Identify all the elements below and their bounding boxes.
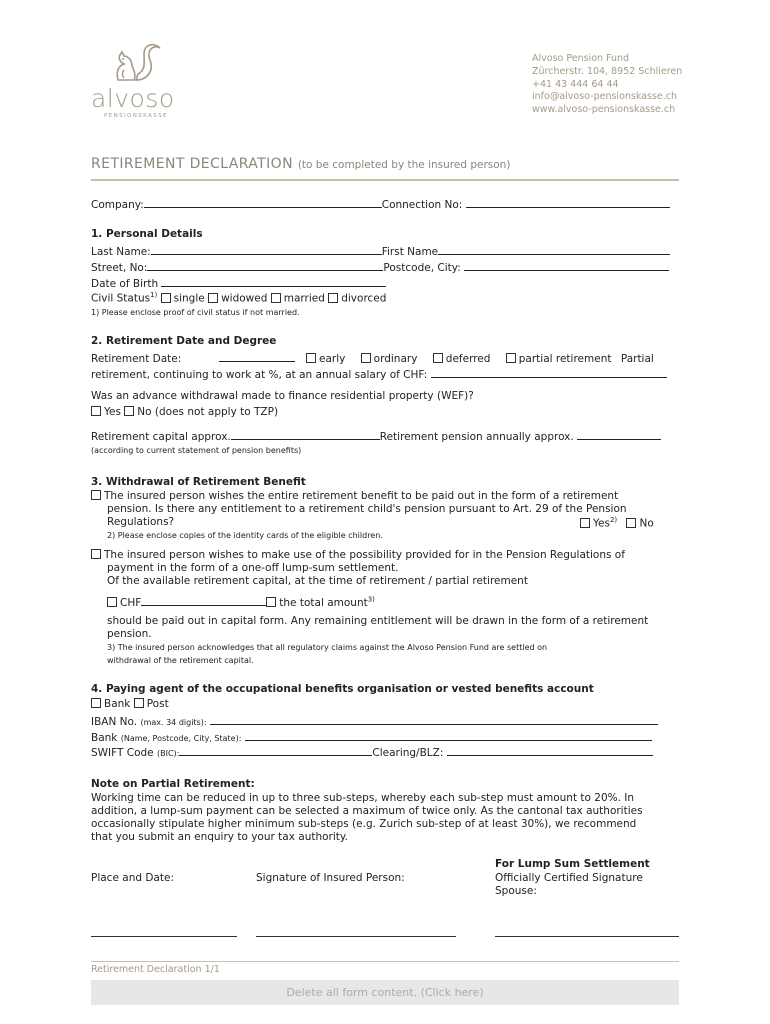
bank-post-row	[91, 698, 169, 710]
child-pension-note: 2) Please enclose copies of the identity cards of the eligible children.	[107, 531, 383, 540]
footer-divider	[91, 961, 679, 962]
lump-sum-option-text-2: payment in the form of a one-off lump-sum settlement.	[107, 562, 399, 574]
spouse-signature-label: Officially Certified Signature	[495, 872, 643, 884]
lump-sum-heading: For Lump Sum Settlement	[495, 858, 650, 870]
partial-retirement-text: retirement, continuing to work at %, at an annual salary of CHF:	[91, 369, 428, 381]
capital-row	[91, 429, 661, 443]
dob-row	[91, 276, 386, 290]
delete-form-button[interactable]: Delete all form content. (Click here)	[91, 980, 679, 1005]
pension-option-text-3: Regulations?	[107, 516, 175, 528]
bank-checkbox[interactable]	[91, 698, 101, 708]
pension-option-checkbox[interactable]	[91, 490, 101, 500]
dob-label: Date of Birth	[91, 278, 159, 290]
footnote-ref: 2)	[609, 516, 618, 524]
place-date-label: Place and Date:	[91, 872, 174, 884]
retirement-date-label: Retirement Date:	[91, 353, 182, 365]
swift-field[interactable]	[179, 745, 372, 756]
note-text-2: addition, a lump-sum payment can be selected a maximum of twice only. As the cantonal tax authorities	[91, 805, 643, 817]
divorced-checkbox[interactable]	[328, 293, 338, 303]
pension-option-row	[91, 490, 618, 502]
section-3-heading: 3. Withdrawal of Retirement Benefit	[91, 476, 306, 488]
pension-label: Retirement pension annually approx.	[379, 431, 574, 443]
single-label: single	[173, 292, 205, 305]
clearing-label: Clearing/BLZ:	[372, 747, 444, 759]
iban-field[interactable]	[210, 714, 658, 725]
partial-tail: Partial	[620, 353, 654, 365]
note-heading: Note on Partial Retirement:	[91, 778, 255, 790]
single-checkbox[interactable]	[161, 293, 171, 303]
company-field[interactable]	[144, 197, 382, 208]
wef-question: Was an advance withdrawal made to finance residential property (WEF)?	[91, 390, 474, 402]
bank-row	[91, 730, 652, 744]
deferred-checkbox[interactable]	[433, 353, 443, 363]
total-amount-checkbox[interactable]	[266, 597, 276, 607]
capital-label: Retirement capital approx.	[91, 431, 231, 443]
contact-line: +41 43 444 64 44	[532, 78, 619, 90]
married-checkbox[interactable]	[271, 293, 281, 303]
footnote-ref: 1)	[150, 291, 158, 299]
ordinary-checkbox[interactable]	[361, 353, 371, 363]
address-row	[91, 260, 669, 274]
first-name-label: First Name	[381, 246, 439, 258]
iban-hint: (max. 34 digits):	[140, 718, 207, 727]
last-name-field[interactable]	[151, 244, 382, 255]
wef-yes-checkbox[interactable]	[91, 406, 101, 416]
according-note: (according to current statement of pension benefits)	[91, 446, 302, 455]
total-amount-label: the total amount	[279, 597, 368, 609]
swift-row	[91, 745, 653, 759]
dob-field[interactable]	[161, 276, 386, 287]
clearing-field[interactable]	[447, 745, 653, 756]
first-name-field[interactable]	[438, 244, 670, 255]
section-4-heading: 4. Paying agent of the occupational benefits organisation or vested benefits account	[91, 683, 594, 695]
swift-hint: (BIC):	[156, 749, 180, 758]
deferred-label: deferred	[445, 353, 491, 365]
bank-option-label: Bank	[104, 698, 131, 710]
civil-status-note: 1) Please enclose proof of civil status if not married.	[91, 308, 300, 317]
contact-website[interactable]: www.alvoso-pensionskasse.ch	[532, 104, 676, 116]
partial-retirement-row	[91, 367, 667, 381]
postcode-field[interactable]	[464, 260, 669, 271]
child-pension-options	[580, 516, 654, 530]
child-pension-no-label: No	[639, 517, 654, 530]
spouse-label: Spouse:	[495, 885, 537, 897]
bank-label: Bank	[91, 732, 118, 744]
swift-label: SWIFT Code	[91, 747, 154, 759]
page-title	[91, 156, 510, 172]
title-subtitle: (to be completed by the insured person)	[297, 159, 511, 171]
early-label: early	[318, 353, 346, 365]
title-main: RETIREMENT DECLARATION	[91, 156, 293, 172]
regulatory-note: 3) The insured person acknowledges that all regulatory claims against the Alvoso Pension Fund are settled on	[107, 643, 548, 652]
capital-amount-row	[107, 595, 375, 609]
pension-option-text: The insured person wishes the entire retirement benefit to be paid out in the form of a retirement	[104, 490, 619, 502]
note-text-1: Working time can be reduced in up to three sub-steps, whereby each sub-step must amount to 20%. In	[91, 792, 635, 804]
widowed-checkbox[interactable]	[208, 293, 218, 303]
chf-label: CHF	[120, 597, 142, 609]
partial-retirement-checkbox[interactable]	[506, 353, 516, 363]
brand-wordmark: alvoso	[91, 84, 175, 113]
bank-hint: (Name, Postcode, City, State):	[120, 734, 242, 743]
contact-email[interactable]: info@alvoso-pensionskasse.ch	[532, 91, 678, 103]
iban-row	[91, 714, 658, 728]
section-2-heading: 2. Retirement Date and Degree	[91, 335, 277, 347]
postcode-label: Postcode, City:	[383, 262, 461, 274]
post-option-label: Post	[146, 698, 169, 710]
page-number: Retirement Declaration 1/1	[91, 964, 220, 975]
divorced-label: divorced	[341, 292, 387, 305]
ordinary-label: ordinary	[373, 353, 418, 365]
capital-paid-text-2: pension.	[107, 628, 152, 640]
capital-field[interactable]	[231, 429, 380, 440]
regulatory-note-2: withdrawal of the retirement capital.	[107, 656, 254, 665]
child-pension-no-checkbox[interactable]	[626, 518, 636, 528]
chf-checkbox[interactable]	[107, 597, 117, 607]
pension-option-text-2: pension. Is there any entitlement to a retirement child's pension pursuant to Art. 29 of the Pension	[107, 503, 627, 515]
early-checkbox[interactable]	[306, 353, 316, 363]
contact-line: Alvoso Pension Fund	[532, 53, 630, 64]
wef-no-label: No (does not apply to TZP)	[137, 406, 279, 418]
wef-yes-label: Yes	[104, 406, 121, 418]
spouse-signature-field[interactable]	[495, 935, 679, 937]
place-date-field[interactable]	[91, 935, 237, 937]
section-1-heading: 1. Personal Details	[91, 228, 203, 240]
note-text-4: that you submit an enquiry to your tax authority.	[91, 831, 348, 843]
lump-sum-option-text: The insured person wishes to make use of the possibility provided for in the Pension Regulations of	[104, 549, 625, 561]
civil-status-label: Civil Status	[91, 292, 151, 305]
civil-status-row	[91, 291, 386, 305]
retirement-date-field[interactable]	[219, 351, 295, 362]
connection-label: Connection No:	[381, 199, 463, 211]
pension-field[interactable]	[577, 429, 661, 440]
title-divider	[91, 179, 679, 181]
lump-sum-option-text-3: Of the available retirement capital, at the time of retirement / partial retirement	[107, 575, 528, 587]
lump-sum-option-checkbox[interactable]	[91, 549, 101, 559]
child-pension-yes-label: Yes	[593, 517, 610, 530]
child-pension-yes-checkbox[interactable]	[580, 518, 590, 528]
iban-label: IBAN No.	[91, 716, 138, 728]
contact-line: Zürcherstr. 104, 8952 Schlieren	[532, 65, 683, 77]
widowed-label: widowed	[221, 292, 268, 305]
married-label: married	[283, 292, 325, 305]
insured-signature-label: Signature of Insured Person:	[256, 872, 405, 884]
retirement-date-row	[91, 351, 654, 365]
last-name-label: Last Name:	[91, 246, 151, 258]
company-label: Company:	[91, 199, 144, 211]
salary-field[interactable]	[431, 367, 667, 378]
wef-options-row	[91, 406, 278, 418]
lump-sum-option-row	[91, 549, 625, 561]
connection-field[interactable]	[466, 197, 670, 208]
name-row	[91, 244, 670, 258]
insured-signature-field[interactable]	[256, 935, 456, 937]
street-label: Street, No:	[91, 262, 148, 274]
footnote-ref: 3)	[367, 595, 375, 604]
capital-paid-text: should be paid out in capital form. Any remaining entitlement will be drawn in the form of a retirement	[107, 615, 649, 627]
contact-block	[532, 53, 682, 117]
brand-subtitle: PENSIONSKASSE	[104, 113, 168, 119]
partial-retirement-label: partial retirement	[518, 353, 612, 365]
squirrel-logo-icon	[88, 40, 168, 84]
company-row	[91, 197, 670, 211]
wef-no-checkbox[interactable]	[124, 406, 134, 416]
chf-amount-field[interactable]	[141, 595, 266, 606]
note-text-3: occasionally stipulate higher minimum sub-steps (e.g. Zurich sub-step of at least 30%), we recommend	[91, 818, 637, 830]
street-field[interactable]	[147, 260, 383, 271]
bank-field[interactable]	[245, 730, 652, 741]
post-checkbox[interactable]	[134, 698, 144, 708]
